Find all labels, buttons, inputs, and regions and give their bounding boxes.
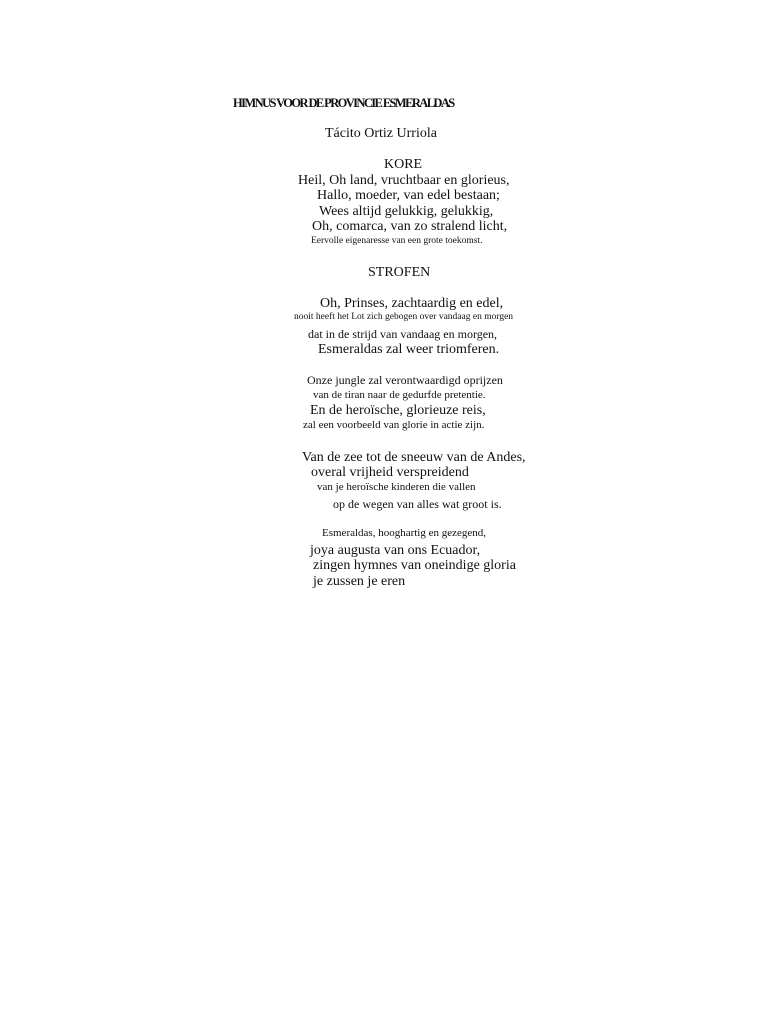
verse-3-line: overal vrijheid verspreidend [311,465,469,480]
verse-2-line: van de tiran naar de gedurfde pretentie. [313,389,486,401]
verse-1-line: dat in de strijd van vandaag en morgen, [308,327,498,341]
chorus-line: Eervolle eigenaresse van een grote toekomst. [311,236,483,246]
verse-3-line: op de wegen van alles wat groot is. [333,497,502,511]
chorus-line: Hallo, moeder, van edel bestaan; [317,188,500,203]
chorus-line: Wees altijd gelukkig, gelukkig, [319,204,494,219]
chorus-heading: KORE [384,157,423,172]
verse-2-line: zal een voorbeeld van glorie in actie zijn. [303,419,485,431]
chorus-line: Heil, Oh land, vruchtbaar en glorieus, [298,173,510,188]
verse-3-line: Van de zee tot de sneeuw van de Andes, [302,450,526,465]
chorus-line: Oh, comarca, van zo stralend licht, [312,219,508,234]
verse-2-line: En de heroïsche, glorieuze reis, [310,403,486,418]
verse-2-line: Onze jungle zal verontwaardigd oprijzen [307,373,503,387]
document-title: HIMNUS VOOR DE PROVINCIE ESMERALDAS [233,96,454,110]
verse-4-line: zingen hymnes van oneindige gloria [313,558,516,573]
verse-4-line: je zussen je eren [313,574,406,589]
verse-4-line: Esmeraldas, hooghartig en gezegend, [322,527,487,539]
verse-3-line: van je heroïsche kinderen die vallen [317,481,476,493]
verse-1-line: Esmeraldas zal weer triomferen. [318,342,500,357]
verse-1-line: Oh, Prinses, zachtaardig en edel, [320,296,504,311]
verse-1-line: nooit heeft het Lot zich gebogen over vandaag en morgen [294,312,514,322]
verse-4-line: joya augusta van ons Ecuador, [310,543,481,558]
verses-heading: STROFEN [368,265,431,280]
author-name: Tácito Ortiz Urriola [325,126,437,141]
